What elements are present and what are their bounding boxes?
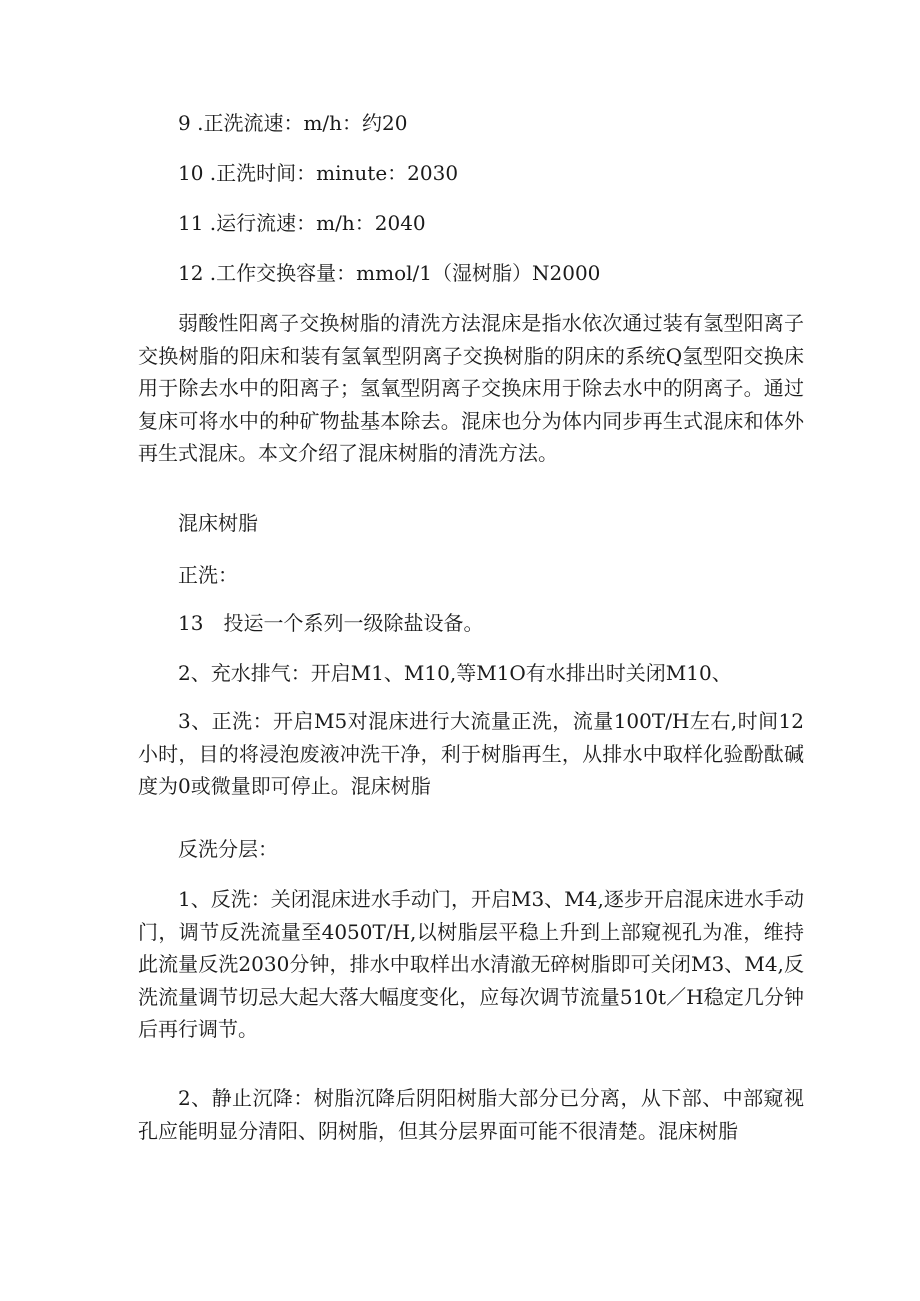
section-title: 混床树脂: [178, 511, 258, 535]
intro-paragraph: 弱酸性阳离子交换树脂的清洗方法混床是指水依次通过装有氢型阳离子交换树脂的阳床和装有氢氧型阴离子交换树脂的阴床的系统Q氢型阳交换床用于除去水中的阳离子；氢氧型阴离子交换床用于除去水中的阴离子。通过复床可将水中的种矿物盐基本除去。混床也分为体内同步再生式混床和体外再生式混床。本文介绍了混床树脂的清洗方法。: [138, 311, 804, 465]
spec-item-12: 12 .工作交换容量：mmol/1（湿树脂）N2000: [178, 261, 601, 285]
spec-item-10: 10 .正洗时间：minute：2030: [178, 161, 459, 185]
forward-wash-heading: 正洗：: [178, 563, 238, 587]
backwash-step-1: 1、反洗：关闭混床进水手动门，开启M3、M4,逐步开启混床进水手动门，调节反洗流量至4050T/H,以树脂层平稳上升到上部窥视孔为准，维持此流量反洗2030分钟，排水中取样出水清澈无碎树脂即可关闭M3、M4,反洗流量调节切忌大起大落大幅度变化，应每次调节流量510t／H稳定几分钟后再行调节。: [138, 887, 804, 1041]
forward-wash-step-1: 13 投运一个系列一级除盐设备。: [178, 611, 484, 635]
forward-wash-step-2: 2、充水排气：开启M1、M10,等M1O有水排出时关闭M10、: [178, 661, 732, 685]
forward-wash-step-3: 3、正洗：开启M5对混床进行大流量正洗，流量100T/H左右,时间12小时，目的将浸泡废液冲洗干净，利于树脂再生，从排水中取样化验酚酞碱度为0或微量即可停止。混床树脂: [138, 709, 804, 798]
backwash-step-2: 2、静止沉降：树脂沉降后阴阳树脂大部分已分离，从下部、中部窥视孔应能明显分清阳、阴树脂，但其分层界面可能不很清楚。混床树脂: [138, 1086, 804, 1143]
spec-item-9: 9 .正洗流速：m/h：约20: [178, 111, 408, 135]
spec-item-11: 11 .运行流速：m/h：2040: [178, 211, 426, 235]
backwash-heading: 反洗分层：: [178, 837, 278, 861]
